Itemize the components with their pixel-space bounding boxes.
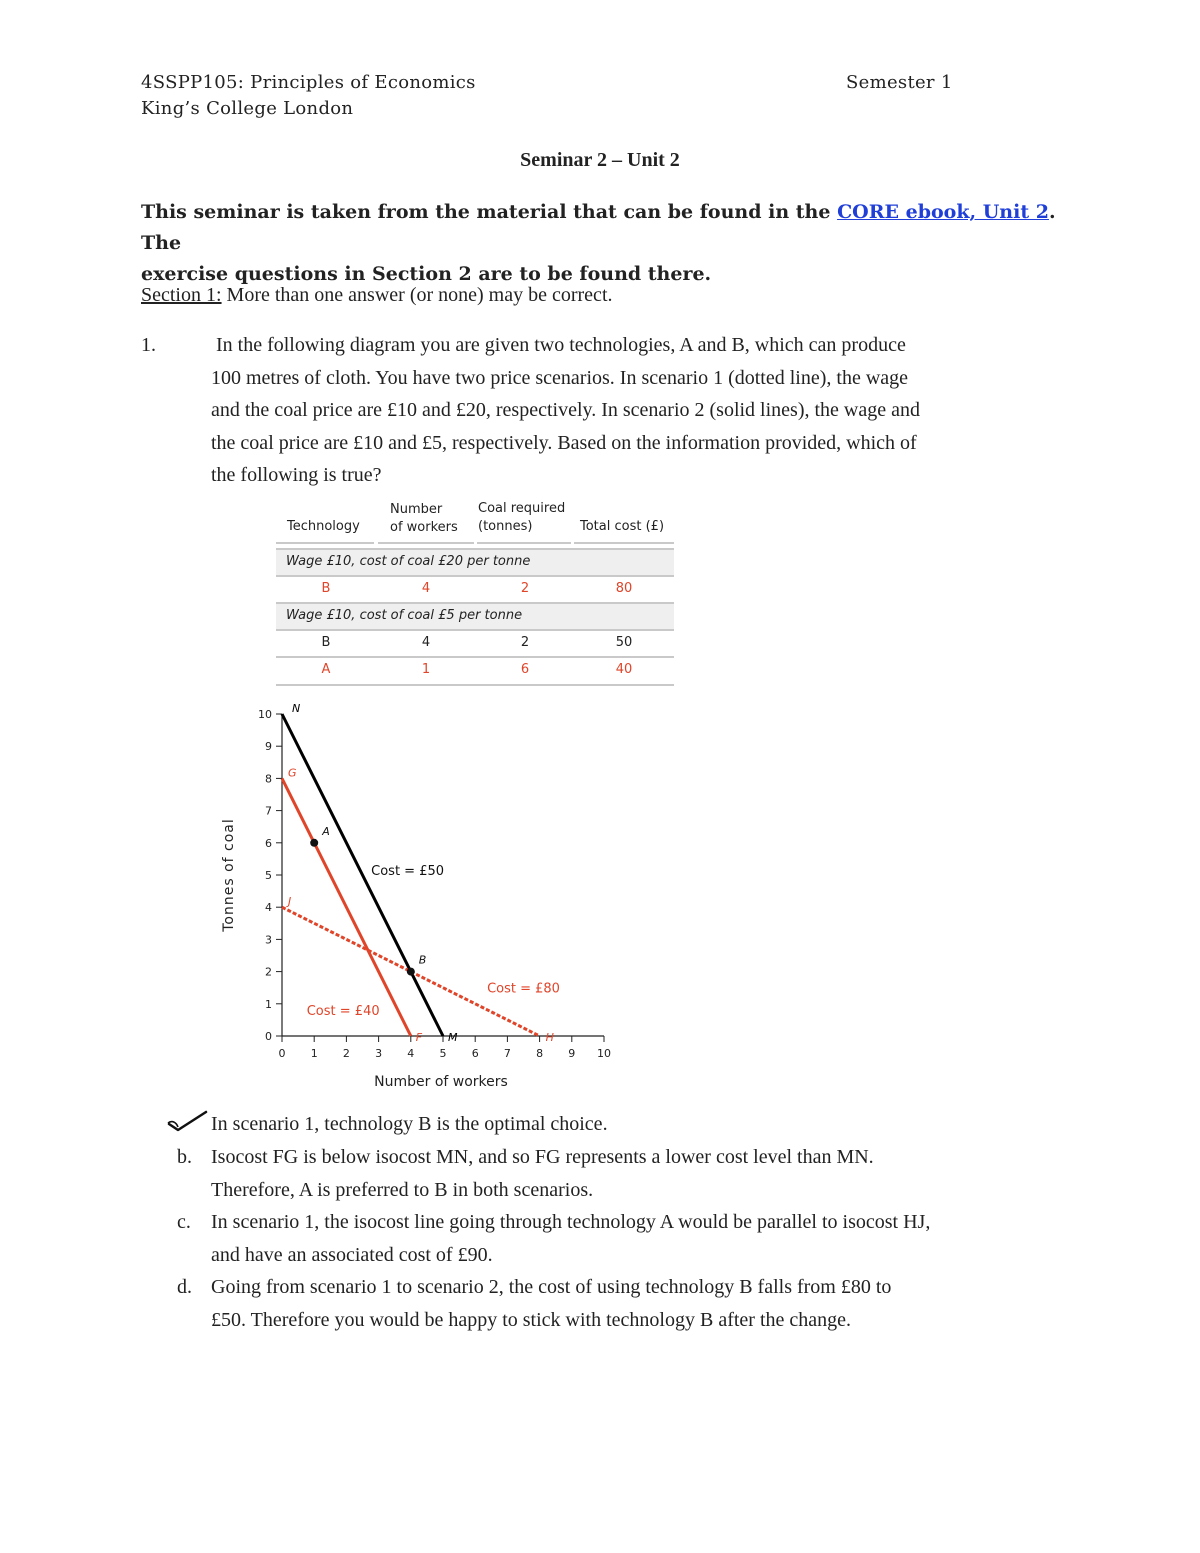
option-c-label: c. [177, 1211, 191, 1233]
table-bottom-border [276, 684, 674, 686]
isocost-line [282, 778, 411, 1036]
y-tick-label: 0 [265, 1030, 272, 1043]
semester-label: Semester 1 [846, 72, 953, 93]
question-line: the following is true? [211, 464, 382, 486]
option-b-text[interactable] [211, 1141, 874, 1206]
intro-line-2: exercise questions in Section 2 are to be found there. [141, 263, 712, 285]
endpoint-label: F [415, 1031, 423, 1044]
section-title-scenario-2: Wage £10, cost of coal £5 per tonne [286, 608, 523, 623]
endpoint-label: J [288, 895, 292, 909]
isocost-label: Cost = £50 [371, 864, 445, 879]
question-line: In the following diagram you are given two technologies, A and B, which can produce [216, 334, 906, 356]
y-tick-label: 5 [265, 869, 272, 882]
intro-text-after-link: . The [141, 201, 1056, 254]
y-tick-label: 8 [265, 772, 272, 786]
x-tick-label: 6 [471, 1047, 479, 1060]
cell-workers: 4 [421, 635, 431, 650]
cell-total-cost: 50 [615, 635, 633, 650]
x-axis-label: Number of workers [374, 1074, 508, 1090]
option-d-label: d. [177, 1276, 192, 1298]
question-line: and the coal price are £10 and £20, respectively. In scenario 2 (solid lines), the wage and [211, 399, 920, 421]
cell-coal: 2 [520, 635, 530, 650]
x-tick-label: 2 [342, 1047, 350, 1060]
intro-line-1 [141, 197, 1081, 259]
table-section-row [276, 602, 674, 629]
header-total-cost: Total cost (£) [580, 519, 665, 534]
y-tick-label: 10 [258, 708, 272, 721]
cell-workers: 1 [421, 662, 431, 677]
header-divider [574, 542, 674, 544]
y-tick-label: 1 [265, 997, 272, 1011]
option-c-text[interactable] [211, 1206, 930, 1271]
y-axis-label: Tonnes of coal [221, 818, 237, 932]
option-c-line: In scenario 1, the isocost line going through technology A would be parallel to isocost HJ, [211, 1211, 931, 1233]
section-1-label: Section 1: [141, 284, 222, 306]
cell-technology: A [321, 662, 331, 677]
cell-total-cost: 80 [615, 581, 633, 596]
header-coal-line1: Coal required [478, 501, 566, 516]
section-title-scenario-1: Wage £10, cost of coal £20 per tonne [286, 554, 531, 569]
question-number: 1. [141, 334, 156, 356]
isocost-label: Cost = £40 [306, 1004, 380, 1020]
option-a-text[interactable] [211, 1108, 608, 1141]
option-d-text[interactable] [211, 1271, 891, 1336]
y-tick-label: 7 [265, 804, 272, 818]
table-row [276, 629, 674, 656]
question-text [211, 329, 1091, 492]
option-b-label: b. [177, 1146, 192, 1168]
header-technology: Technology [287, 519, 360, 534]
isocost-label: Cost = £80 [487, 981, 560, 997]
technology-point-label: A [322, 824, 330, 838]
question-line: the coal price are £10 and £5, respectively. Based on the information provided, which of [211, 431, 917, 454]
cell-workers: 4 [421, 581, 431, 596]
option-d-line: Going from scenario 1 to scenario 2, the cost of using technology B falls from £80 to [211, 1276, 892, 1298]
isocost-chart [200, 695, 640, 1100]
intro-paragraph [141, 197, 1081, 290]
x-tick-label: 1 [310, 1047, 318, 1060]
cell-coal: 6 [520, 662, 530, 677]
header-divider [477, 542, 571, 544]
endpoint-label: G [288, 766, 297, 780]
x-tick-label: 7 [503, 1047, 511, 1060]
header-divider [378, 542, 474, 544]
technology-point [407, 968, 415, 976]
table-row [276, 656, 674, 683]
x-tick-label: 3 [375, 1047, 383, 1060]
option-b-line: Isocost FG is below isocost MN, and so FG represents a lower cost level than MN. [211, 1146, 874, 1168]
option-a-line: In scenario 1, technology B is the optimal choice. [211, 1113, 608, 1135]
x-tick-label: 5 [439, 1047, 447, 1060]
y-tick-label: 3 [265, 933, 272, 947]
cell-technology: B [321, 635, 331, 650]
endpoint-label: N [292, 702, 301, 715]
x-tick-label: 9 [568, 1047, 576, 1060]
technology-point [310, 839, 318, 847]
institution-label: King’s College London [141, 98, 354, 119]
header-workers-line1: Number [390, 502, 443, 517]
intro-text-before-link: This seminar is taken from the material that can be found in the [141, 201, 838, 223]
header-divider [276, 542, 374, 544]
endpoint-label: H [545, 1031, 554, 1044]
y-tick-label: 9 [265, 740, 272, 754]
endpoint-label: M [448, 1031, 458, 1044]
technology-point-label: B [418, 953, 427, 967]
y-tick-label: 4 [265, 901, 272, 915]
cell-coal: 2 [520, 581, 530, 596]
cell-technology: B [321, 581, 331, 596]
table-row [276, 575, 674, 602]
x-tick-label: 8 [536, 1047, 544, 1060]
cell-total-cost: 40 [615, 662, 633, 677]
page-title: Seminar 2 – Unit 2 [520, 149, 680, 171]
x-tick-label: 10 [597, 1047, 611, 1060]
option-b-line: Therefore, A is preferred to B in both scenarios. [211, 1178, 594, 1201]
section-1-text: More than one answer (or none) may be correct. [221, 284, 613, 306]
x-tick-label: 0 [278, 1047, 286, 1060]
core-ebook-link[interactable]: CORE ebook, Unit 2 [837, 201, 1049, 223]
header-workers-line2: of workers [390, 520, 458, 535]
course-title: 4SSPP105: Principles of Economics [141, 72, 476, 93]
x-tick-label: 4 [407, 1047, 415, 1060]
table-section-row [276, 548, 674, 575]
option-c-line: and have an associated cost of £90. [211, 1243, 493, 1266]
question-line: 100 metres of cloth. You have two price scenarios. In scenario 1 (dotted line), the wage [211, 366, 909, 389]
option-d-line: £50. Therefore you would be happy to stick with technology B after the change. [211, 1308, 852, 1331]
y-tick-label: 6 [265, 836, 272, 850]
y-tick-label: 2 [265, 965, 272, 979]
header-coal-line2: (tonnes) [478, 519, 533, 534]
section-1-heading [141, 279, 613, 312]
